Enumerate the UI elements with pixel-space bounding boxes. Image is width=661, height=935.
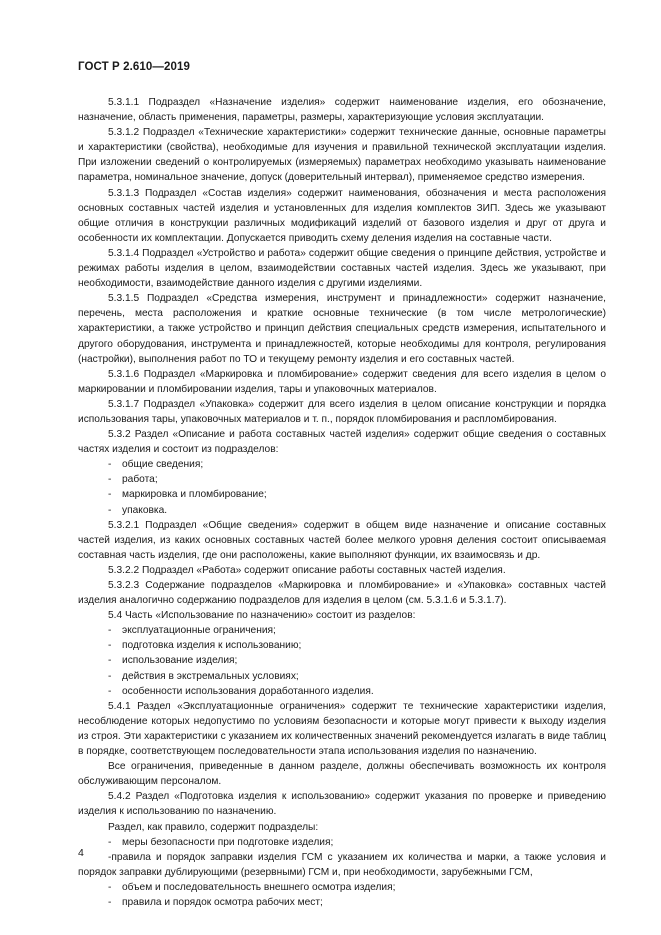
list-dash: - — [108, 489, 112, 501]
paragraph: 5.3.2.1 Подраздел «Общие сведения» содержит в общем виде назначение и описание составных частей изделия, из каких основных составных частей более мелкого уровня деления состоит описываемая составная часть изделия, где они расположены, какие выполняют функции, их взаимосвязь и др. — [78, 519, 606, 561]
list-item-text: действия в экстремальных условиях; — [122, 670, 299, 682]
paragraph: 5.4.2 Раздел «Подготовка изделия к использованию» содержит указания по проверке и приведению изделия к использованию по назначению. — [78, 791, 606, 818]
list-item-text: упаковка. — [122, 504, 168, 516]
list-item-text: правила и порядок заправки изделия ГСМ с указанием их количества и марки, а также условия и порядок заправки дублирующими (резервными) ГСМ и, при необходимости, зарубежными ГСМ, — [78, 851, 606, 878]
paragraph: 5.4 Часть «Использование по назначению» состоит из разделов: — [108, 610, 416, 622]
list-item — [78, 457, 606, 472]
list-item — [78, 472, 606, 487]
list-dash: - — [108, 459, 112, 471]
paragraph: 5.3.2.2 Подраздел «Работа» содержит описание работы составных частей изделия. — [108, 564, 506, 576]
page-number: 4 — [78, 847, 84, 859]
list-item — [78, 669, 606, 684]
list-item — [78, 835, 606, 850]
paragraph: 5.3.1.3 Подраздел «Состав изделия» содержит наименования, обозначения и места расположения основных составных частей изделия и установленных для изделия комплектов ЗИП. Здесь же указывают общие отличия в конструкции различных модификаций изделий от базового изделия и друг от друга и особенности их комплектации. Допускается приводить схему деления изделия на составные части. — [78, 187, 606, 244]
paragraph: 5.3.1.4 Подраздел «Устройство и работа» содержит общие сведения о принципе действия, устройстве и режимах работы изделия в целом, взаимодействии составных частей изделия. Здесь же указывают, при необходимости, взаимодействие данного изделия с другими изделиями. — [78, 247, 606, 290]
paragraph: 5.3.1.6 Подраздел «Маркировка и пломбирование» содержит сведения для всего изделия в целом о маркировании и пломбировании изделия, тары и упаковочных материалов. — [78, 368, 606, 395]
list-item-text: правила и порядок осмотра рабочих мест; — [122, 896, 323, 908]
paragraph: 5.3.1.7 Подраздел «Упаковка» содержит для всего изделия в целом описание конструкции и порядка использования тары, упаковочных материалов и т. п., порядок пломбирования и распломбирования. — [78, 398, 606, 425]
list-item-text: подготовка изделия к использованию; — [122, 640, 302, 652]
paragraph: 5.3.1.5 Подраздел «Средства измерения, инструмент и принадлежности» содержит назначение, перечень, места расположения и краткие основные технические (в том числе метрологические) характеристики, а также устройство и принцип действия специальных средств измерения, испытательного и другого оборудования, инструмента и принадлежностей, которые необходимы для контроля, регулирования (настройки), выполнения работ по ТО и текущему ремонту изделия и его составных частей. — [78, 293, 606, 365]
paragraph: 5.3.2.3 Содержание подразделов «Маркировка и пломбирование» и «Упаковка» составных частей изделия аналогично содержанию подразделов для изделия в целом (см. 5.3.1.6 и 5.3.1.7). — [78, 580, 606, 607]
paragraph: 5.4.1 Раздел «Эксплуатационные ограничения» содержит те технические характеристики изделия, несоблюдение которых недопустимо по условиям безопасности и которые могут привести к выходу изделия из строя. Эти характеристики с указанием их количественных значений рекомендуется излагать в виде таблиц в порядке, соответствующем последовательности этапа использования изделия по назначению. — [78, 700, 606, 758]
list-item — [78, 487, 606, 502]
paragraph: Раздел, как правило, содержит подразделы: — [108, 821, 319, 833]
list-dash: - — [108, 670, 112, 682]
document-body — [78, 95, 606, 910]
list-item-text: общие сведения; — [122, 459, 204, 471]
list-item — [78, 638, 606, 653]
list-item-text: особенности использования доработанного изделия. — [122, 685, 374, 697]
list-dash: - — [108, 640, 112, 652]
list-item-text: объем и последовательность внешнего осмотра изделия; — [122, 881, 396, 893]
list-dash: - — [108, 474, 112, 486]
paragraph: Все ограничения, приведенные в данном разделе, должны обеспечивать возможность их контроля обслуживающим персоналом. — [78, 761, 606, 788]
list-item — [78, 623, 606, 638]
paragraph: 5.3.2 Раздел «Описание и работа составных частей изделия» содержит общие сведения о составных частях изделия и состоит из подразделов: — [78, 429, 606, 456]
paragraph: 5.3.1.2 Подраздел «Технические характеристики» содержит технические данные, основные параметры и характеристики (свойства), необходимые для изучения и правильной технической эксплуатации изделия. При изложении сведений о контролируемых (измеряемых) параметрах необходимо указывать наименование параметра, номинальное значение, допуск (доверительный интервал), применяемое средство измерения. — [78, 127, 606, 184]
list-dash: - — [108, 504, 112, 516]
list-item-text: эксплуатационные ограничения; — [122, 625, 276, 637]
list-item-text: меры безопасности при подготовке изделия; — [122, 836, 334, 848]
list-item — [78, 880, 606, 895]
paragraph: 5.3.1.1 Подраздел «Назначение изделия» содержит наименование изделия, его обозначение, назначение, область применения, параметры, размеры, характеризующие условия эксплуатации. — [78, 97, 606, 124]
list-item — [78, 503, 606, 518]
list-item — [78, 684, 606, 699]
list-item — [78, 850, 606, 880]
list-dash: - — [108, 851, 112, 863]
list-dash: - — [108, 896, 112, 908]
list-item — [78, 895, 606, 910]
list-item-text: маркировка и пломбирование; — [122, 489, 267, 501]
list-dash: - — [108, 655, 112, 667]
document-header: ГОСТ Р 2.610—2019 — [78, 61, 190, 73]
list-dash: - — [108, 881, 112, 893]
list-item-text: использование изделия; — [122, 655, 238, 667]
list-dash: - — [108, 836, 112, 848]
list-item — [78, 653, 606, 668]
list-dash: - — [108, 685, 112, 697]
list-item-text: работа; — [122, 474, 158, 486]
list-dash: - — [108, 625, 112, 637]
